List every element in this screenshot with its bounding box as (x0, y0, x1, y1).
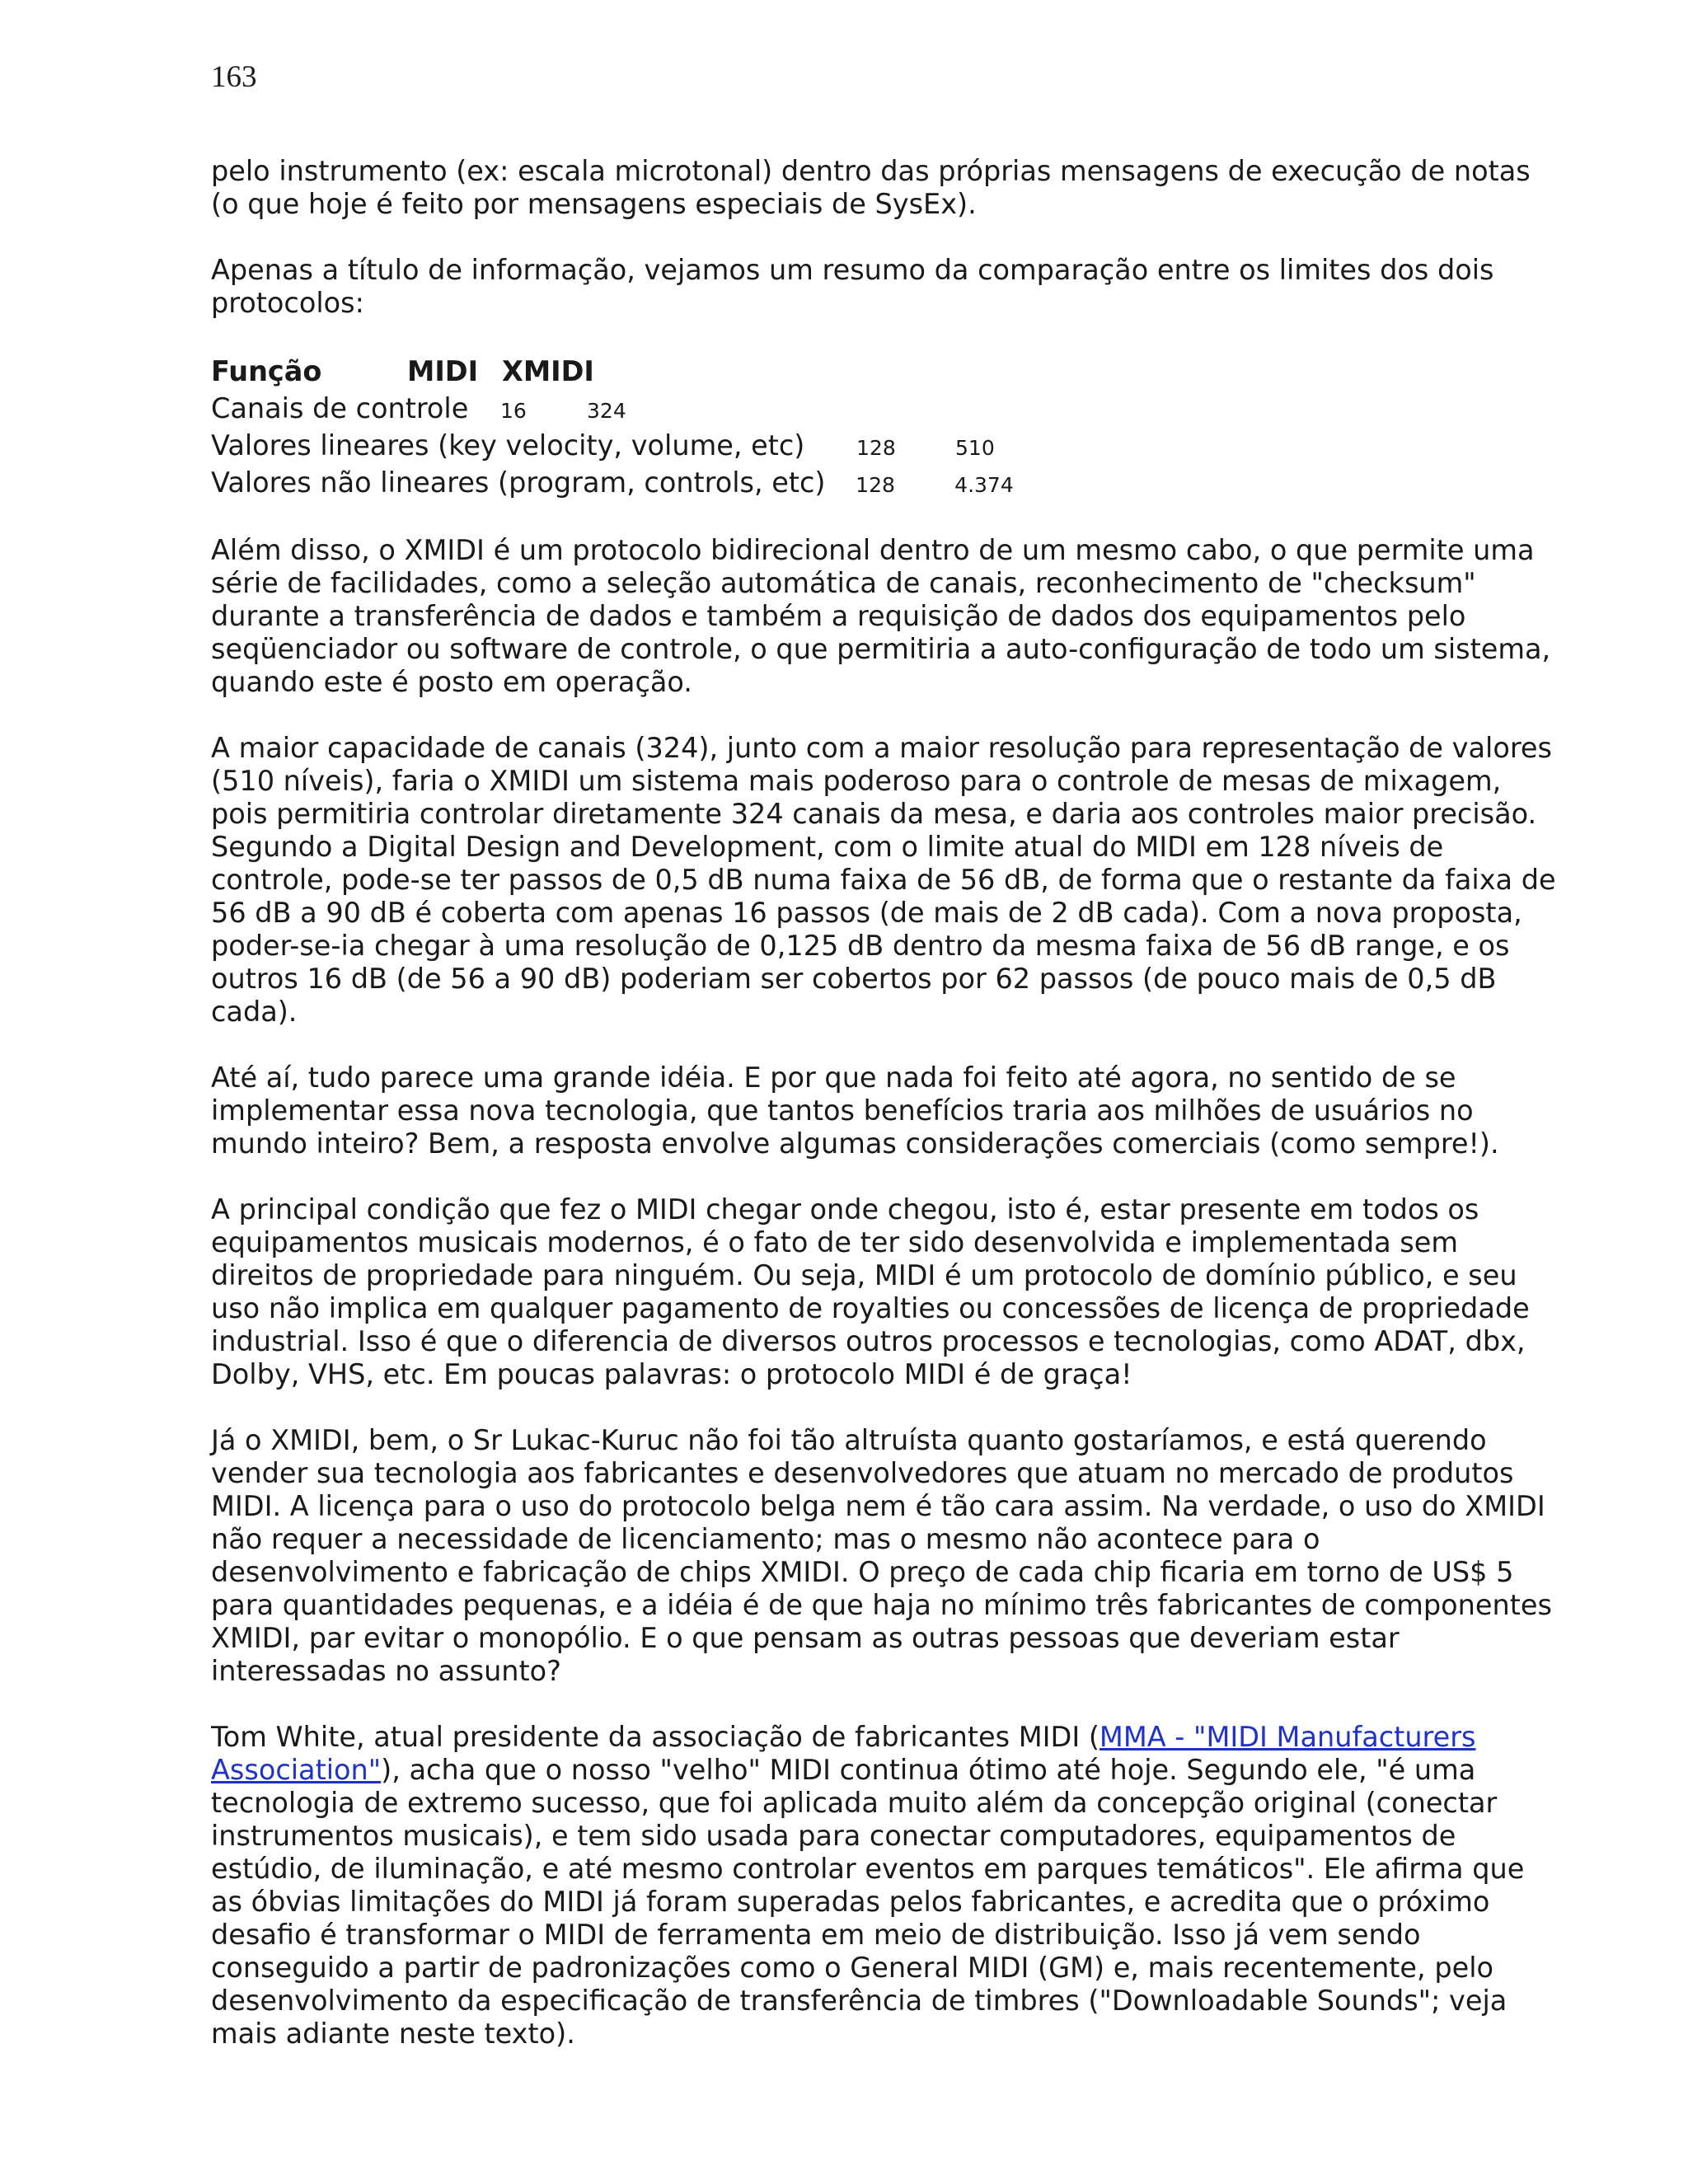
row-label: Valores lineares (key velocity, volume, etc) (211, 429, 805, 462)
paragraph: pelo instrumento (ex: escala microtonal) dentro das próprias mensagens de execução de notas (o que hoje é feito por mensagens especiais de SysEx). (211, 155, 1531, 220)
paragraph: Apenas a título de informação, vejamos um resumo da comparação entre os limites dos dois protocolos: (211, 254, 1494, 319)
header-xmidi: XMIDI (502, 355, 594, 387)
paragraph: Até aí, tudo parece uma grande idéia. E por que nada foi feito até agora, no sentido de se implementar essa nova tecnologia, que tantos benefícios traria aos milhões de usuários no mundo inteiro? Bem, a resposta envolve algumas considerações comerciais (como sempre!). (211, 1062, 1499, 1160)
comparison-table-row (211, 427, 1563, 464)
row-midi-value: 128 (856, 436, 896, 460)
document-body (211, 155, 1563, 2083)
page-number: 163 (211, 60, 257, 94)
paragraph: Além disso, o XMIDI é um protocolo bidirecional dentro de um mesmo cabo, o que permite uma série de facilidades, como a seleção automática de canais, reconhecimento de "checksum" durante a transferência de dados e também a requisição de dados dos equipamentos pelo seqüenciador ou software de controle, o que permitiria a auto-configuração de todo um sistema, quando este é posto em operação. (211, 534, 1551, 698)
row-xmidi-value: 324 (587, 399, 626, 423)
mma-link[interactable]: MMA - "MIDI Manufacturers Association" (211, 1721, 1476, 1786)
comparison-table-row (211, 464, 1563, 501)
paragraph-text: ), acha que o nosso "velho" MIDI continua ótimo até hoje. Segundo ele, "é uma tecnologia de extremo sucesso, que foi aplicada muito além da concepção original (conectar instrumentos musicais), e tem sido usada para conectar computadores, equipamentos de estúdio, de iluminação, e até mesmo controlar eventos em parques temáticos". Ele afirma que as óbvias limitações do MIDI já foram superadas pelos fabricantes, e acredita que o próximo desafio é transformar o MIDI de ferramenta em meio de distribuição. Isso já vem sendo conseguido a partir de padronizações como o General MIDI (GM) e, mais recentemente, pelo desenvolvimento da especificação de transferência de timbres ("Downloadable Sounds"; veja mais adiante neste texto). (211, 1754, 1525, 2050)
paragraph: A principal condição que fez o MIDI chegar onde chegou, isto é, estar presente em todos os equipamentos musicais modernos, é o fato de ter sido desenvolvida e implementada sem direitos de propriedade para ninguém. Ou seja, MIDI é um protocolo de domínio público, e seu uso não implica em qualquer pagamento de royalties ou concessões de licença de propriedade industrial. Isso é que o diferencia de diversos outros processos e tecnologias, como ADAT, dbx, Dolby, VHS, etc. Em poucas palavras: o protocolo MIDI é de graça! (211, 1193, 1530, 1390)
comparison-table-row (211, 390, 1563, 427)
header-funcao: Função (211, 355, 322, 387)
row-xmidi-value: 510 (955, 436, 995, 460)
comparison-table (211, 353, 1563, 501)
comparison-table-header (211, 353, 1563, 390)
paragraph: A maior capacidade de canais (324), junto com a maior resolução para representação de valores (510 níveis), faria o XMIDI um sistema mais poderoso para o controle de mesas de mixagem, pois permitiria controlar diretamente 324 canais da mesa, e daria aos controles maior precisão. Segundo a Digital Design and Development, com o limite atual do MIDI em 128 níveis de controle, pode-se ter passos de 0,5 dB numa faixa de 56 dB, de forma que o restante da faixa de 56 dB a 90 dB é coberta com apenas 16 passos (de mais de 2 dB cada). Com a nova proposta, poder-se-ia chegar à uma resolução de 0,125 dB dentro da mesma faixa de 56 dB range, e os outros 16 dB (de 56 a 90 dB) poderiam ser cobertos por 62 passos (de pouco mais de 0,5 dB cada). (211, 732, 1556, 1028)
paragraph (211, 1721, 1563, 2050)
row-midi-value: 16 (500, 399, 527, 423)
row-xmidi-value: 4.374 (954, 473, 1014, 497)
header-midi: MIDI (407, 355, 479, 387)
row-label: Canais de controle (211, 392, 469, 424)
paragraph-text: Tom White, atual presidente da associação de fabricantes MIDI ( (211, 1721, 1100, 1753)
row-midi-value: 128 (856, 473, 895, 497)
paragraph: Já o XMIDI, bem, o Sr Lukac-Kuruc não foi tão altruísta quanto gostaríamos, e está querendo vender sua tecnologia aos fabricantes e desenvolvedores que atuam no mercado de produtos MIDI. A licença para o uso do protocolo belga nem é tão cara assim. Na verdade, o uso do XMIDI não requer a necessidade de licenciamento; mas o mesmo não acontece para o desenvolvimento e fabricação de chips XMIDI. O preço de cada chip ficaria em torno de US$ 5 para quantidades pequenas, e a idéia é de que haja no mínimo três fabricantes de componentes XMIDI, par evitar o monopólio. E o que pensam as outras pessoas que deveriam estar interessadas no assunto? (211, 1424, 1552, 1687)
row-label: Valores não lineares (program, controls, etc) (211, 466, 826, 499)
